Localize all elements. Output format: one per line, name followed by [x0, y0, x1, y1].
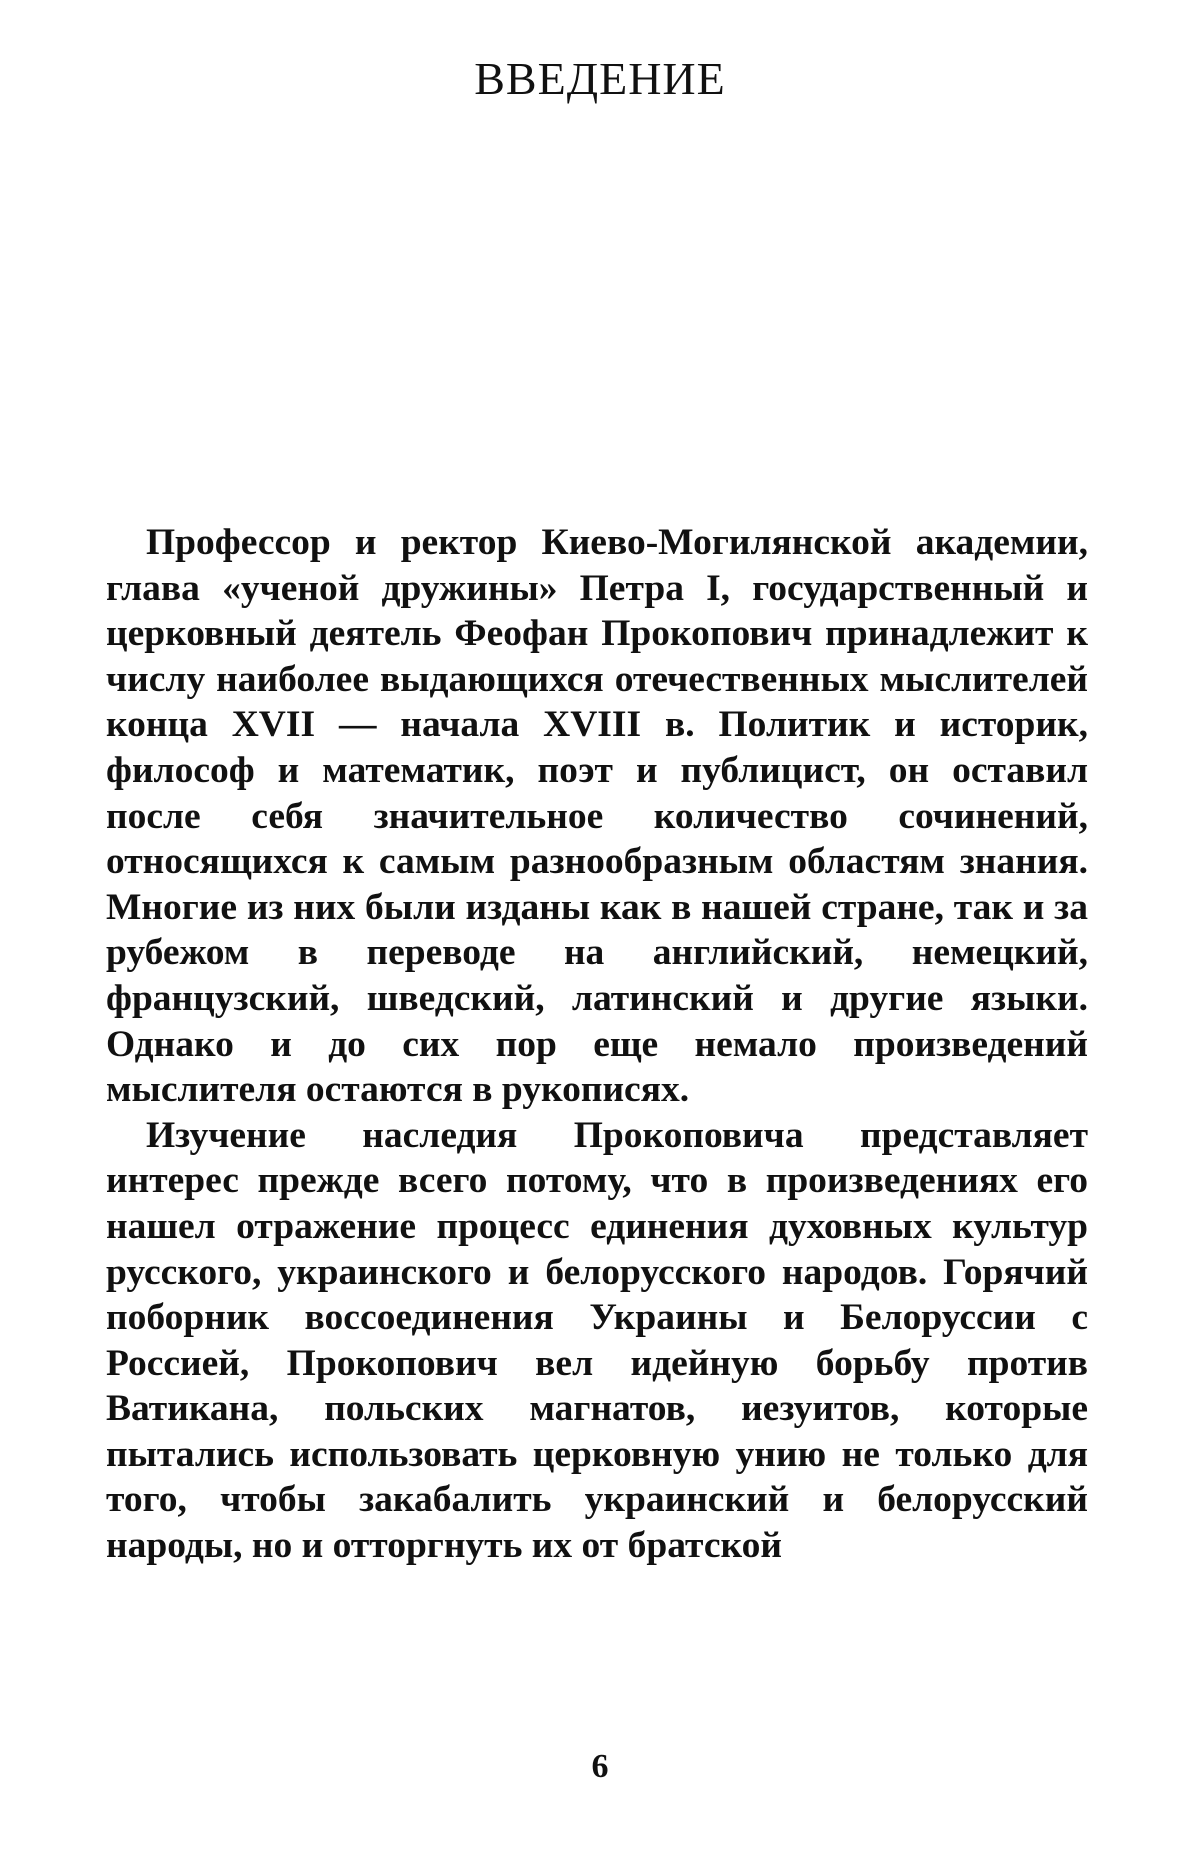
- page-number: 6: [591, 1748, 609, 1785]
- paragraph-1: Профессор и ректор Киево-Могилянской академии, глава «ученой дружины» Петра I, государственный и церковный деятель Феофан Прокопович принадлежит к числу наиболее выдающихся отечественных мыслителей конца XVII — начала XVIII в. Политик и историк, философ и математик, поэт и публицист, он оставил после себя значительное количество сочинений, относящихся к самым разнообразным областям знания. Многие из них были изданы как в нашей стране, так и за рубежом в переводе на английский, немецкий, французский, шведский, латинский и другие языки. Однако и до сих пор еще немало произведений мыслителя остаются в рукописях.: [106, 522, 1088, 1111]
- body-text: [106, 520, 1088, 1569]
- chapter-heading: ВВЕДЕНИЕ: [474, 53, 726, 104]
- paragraph-2: Изучение наследия Прокоповича представляет интерес прежде всего потому, что в произведениях его нашел отражение процесс единения духовных культур русского, украинского и белорусского народов. Горячий поборник воссоединения Украины и Белоруссии с Россией, Прокопович вел идейную борьбу против Ватикана, польских магнатов, иезуитов, которые пытались использовать церковную унию не только для того, чтобы закабалить украинский и белорусский народы, но и отторгнуть их от братской: [106, 1114, 1088, 1567]
